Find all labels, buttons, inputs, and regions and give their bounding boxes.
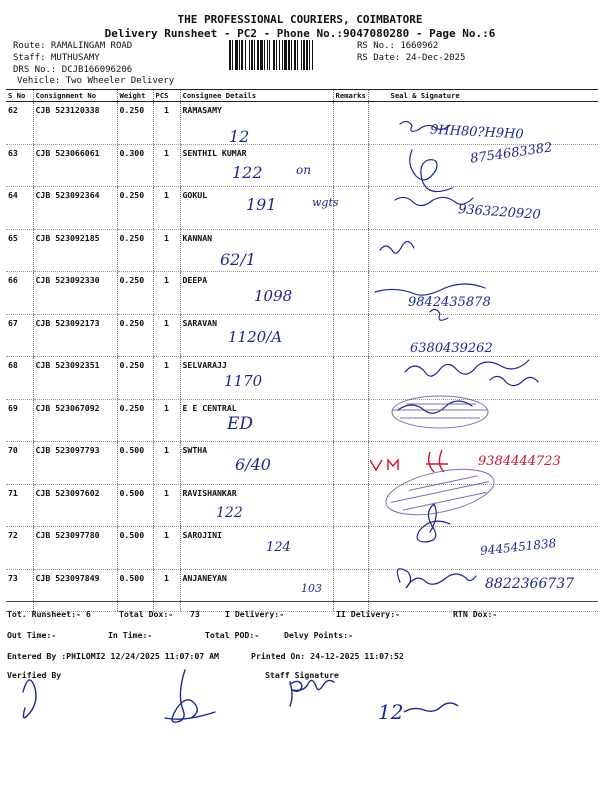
barcode-bar	[260, 40, 263, 70]
signature-scribbles	[370, 112, 595, 602]
cell-pcs: 1	[153, 569, 180, 612]
handwritten-phone: 8754683382	[469, 140, 554, 167]
cell-weight: 0.500	[117, 442, 153, 485]
printed-on: Printed On: 24-12-2025 11:07:52	[251, 651, 404, 661]
cell-pcs: 1	[153, 229, 180, 272]
handwritten-phone: 9HH80?H9H0	[429, 122, 525, 143]
cell-consignee-name: GOKUL	[180, 187, 333, 230]
handwritten-door-no: 191	[246, 195, 277, 214]
cell-sno: 69	[6, 399, 33, 442]
cell-pcs: 1	[153, 314, 180, 357]
cell-consignment-no: CJB 523097849	[33, 569, 117, 612]
cell-consignee-name: ANJANEYAN	[180, 569, 333, 612]
cell-consignment-no: CJB 523092173	[33, 314, 117, 357]
barcode-bar	[235, 40, 238, 70]
cell-remarks	[333, 442, 368, 485]
handwritten-door-no: 6/40	[235, 455, 271, 474]
cell-pcs: 1	[153, 442, 180, 485]
barcode-bar	[279, 40, 280, 70]
cell-pcs: 1	[153, 102, 180, 145]
handwritten-door-no: 1170	[224, 372, 263, 390]
barcode-bar	[303, 40, 305, 70]
cell-pcs: 1	[153, 272, 180, 315]
cell-consignment-no: CJB 523092364	[33, 187, 117, 230]
cell-sno: 67	[6, 314, 33, 357]
barcode-bar	[267, 40, 268, 70]
cell-sno: 62	[6, 102, 33, 145]
total-dox-label: Total Dox:-	[119, 609, 174, 619]
footer-separator	[6, 601, 598, 602]
cell-sno: 63	[6, 144, 33, 187]
barcode-bar	[232, 40, 233, 70]
barcode-bar	[301, 40, 302, 70]
cell-consignment-no: CJB 523097793	[33, 442, 117, 485]
cell-sno: 64	[6, 187, 33, 230]
handwritten-phone: 9445451838	[479, 536, 557, 558]
cell-pcs: 1	[153, 527, 180, 570]
cell-consignment-no: CJB 523120338	[33, 102, 117, 145]
ii-delivery: II Delivery:-	[336, 609, 401, 619]
delvy-points: Delvy Points:-	[284, 630, 354, 640]
cell-sno: 72	[6, 527, 33, 570]
col-weight: Weight	[117, 90, 153, 102]
entered-by: Entered By :PHILOMI2 12/24/2025 11:07:07 AM	[7, 651, 219, 661]
col-pcs: PCS	[153, 90, 180, 102]
cell-consignee-name: KANNAN	[180, 229, 333, 272]
col-sno: S No	[6, 90, 33, 102]
cell-remarks	[333, 357, 368, 400]
tot-runsheet: Tot. Runsheet:- 6	[7, 609, 91, 619]
barcode	[229, 40, 354, 70]
cell-pcs: 1	[153, 399, 180, 442]
handwritten-dash-mark	[402, 698, 462, 718]
cell-pcs: 1	[153, 484, 180, 527]
barcode-bar	[291, 40, 292, 70]
cell-sno: 70	[6, 442, 33, 485]
cell-weight: 0.250	[117, 272, 153, 315]
cell-pcs: 1	[153, 357, 180, 400]
cell-consignee-name: RAMASAMY	[180, 102, 333, 145]
col-seal-signature: Seal & Signature	[368, 90, 598, 102]
cell-consignment-no: CJB 523066061	[33, 144, 117, 187]
rs-date: RS Date: 24-Dec-2025	[357, 53, 466, 63]
cell-consignee-name: SELVARAJJ	[180, 357, 333, 400]
cell-remarks	[333, 569, 368, 612]
handwritten-phone: 6380439262	[410, 341, 493, 356]
handwritten-phone: 9384444723	[478, 454, 561, 469]
cell-sno: 71	[6, 484, 33, 527]
cell-remarks	[333, 399, 368, 442]
barcode-bar	[294, 40, 296, 70]
barcode-bar	[249, 40, 250, 70]
barcode-bar	[309, 40, 310, 70]
cell-sno: 65	[6, 229, 33, 272]
handwritten-door-no: 122	[232, 163, 263, 182]
cell-remarks	[333, 229, 368, 272]
cell-weight: 0.250	[117, 102, 153, 145]
cell-consignment-no: CJB 523067092	[33, 399, 117, 442]
drs-number: DRS No.: DCJB166096206	[13, 65, 133, 75]
cell-sno: 66	[6, 272, 33, 315]
company-title: THE PROFESSIONAL COURIERS, COIMBATORE	[177, 13, 423, 26]
in-time: In Time:-	[108, 630, 153, 640]
out-time: Out Time:-	[7, 630, 57, 640]
barcode-bar	[273, 40, 275, 70]
cell-weight: 0.500	[117, 484, 153, 527]
route-label: Route: RAMALINGAM ROAD	[13, 41, 133, 51]
col-remarks: Remarks	[333, 90, 368, 102]
col-consignee: Consignee Details	[180, 90, 333, 102]
table-header-row	[6, 90, 598, 102]
verified-by: Verified By	[7, 670, 62, 680]
cell-remarks	[333, 144, 368, 187]
barcode-bar	[254, 40, 255, 70]
cell-sno: 68	[6, 357, 33, 400]
barcode-bar	[245, 40, 246, 70]
handwritten-door-no: ED	[227, 414, 254, 434]
barcode-bar	[257, 40, 259, 70]
cell-pcs: 1	[153, 144, 180, 187]
cell-weight: 0.500	[117, 569, 153, 612]
cell-weight: 0.250	[117, 314, 153, 357]
barcode-bar	[297, 40, 298, 70]
i-delivery: I Delivery:-	[225, 609, 285, 619]
cell-consignment-no: CJB 523092185	[33, 229, 117, 272]
barcode-bar	[269, 40, 270, 70]
rtn-dox: RTN Dox:-	[453, 609, 498, 619]
barcode-bar	[282, 40, 283, 70]
cell-consignment-no: CJB 523097780	[33, 527, 117, 570]
cell-weight: 0.250	[117, 357, 153, 400]
handwritten-door-no: 1120/A	[228, 328, 283, 346]
handwritten-door-no: 122	[216, 505, 243, 521]
cell-consignee-name: SENTHIL KUMAR	[180, 144, 333, 187]
handwritten-door-no: 62/1	[220, 250, 256, 269]
total-dox-value: 73	[190, 609, 200, 619]
vehicle-label: Vehicle: Two Wheeler Delivery	[17, 76, 175, 86]
barcode-bar	[251, 40, 253, 70]
cell-pcs: 1	[153, 187, 180, 230]
barcode-bar	[229, 40, 231, 70]
cell-consignment-no: CJB 523092330	[33, 272, 117, 315]
handwritten-door-no: 12	[229, 127, 250, 146]
cell-sno: 73	[6, 569, 33, 612]
barcode-bar	[276, 40, 277, 70]
barcode-bar	[284, 40, 287, 70]
cell-consignee-name: SAROJINI	[180, 527, 333, 570]
cell-consignee-name: SWTHA	[180, 442, 333, 485]
handwritten-total: 12	[378, 700, 404, 724]
runsheet-subtitle: Delivery Runsheet - PC2 - Phone No.:9047080280 - Page No.:6	[104, 27, 496, 40]
handwritten-mark: wgts	[312, 196, 339, 209]
handwritten-phone: 9842435878	[408, 295, 491, 310]
cell-consignment-no: CJB 523092351	[33, 357, 117, 400]
footer-signatures	[15, 662, 345, 732]
handwritten-phone: 8822366737	[485, 576, 575, 592]
barcode-bar	[241, 40, 243, 70]
cell-weight: 0.250	[117, 229, 153, 272]
barcode-bar	[239, 40, 240, 70]
cell-remarks	[333, 484, 368, 527]
cell-weight: 0.250	[117, 187, 153, 230]
handwritten-door-no: 1098	[254, 287, 293, 305]
barcode-bar	[312, 40, 313, 70]
staff-signature-label: Staff Signature	[265, 670, 339, 680]
total-pod: Total POD:-	[205, 630, 260, 640]
col-consignment: Consignment No	[33, 90, 117, 102]
cell-consignment-no: CJB 523097602	[33, 484, 117, 527]
cell-consignee-name: DEEPA	[180, 272, 333, 315]
cell-remarks	[333, 102, 368, 145]
cell-weight: 0.250	[117, 399, 153, 442]
handwritten-door-no: 103	[301, 582, 322, 595]
barcode-bar	[306, 40, 308, 70]
cell-remarks	[333, 272, 368, 315]
handwritten-mark: on	[296, 163, 311, 177]
cell-remarks	[333, 314, 368, 357]
handwritten-phone: 9363220920	[457, 202, 542, 223]
barcode-bar	[288, 40, 290, 70]
rs-number: RS No.: 1660962	[357, 41, 439, 51]
cell-weight: 0.500	[117, 527, 153, 570]
barcode-bar	[264, 40, 265, 70]
cell-consignee-name: RAVISHANKAR	[180, 484, 333, 527]
cell-consignee-name: E E CENTRAL	[180, 399, 333, 442]
cell-weight: 0.300	[117, 144, 153, 187]
staff-label: Staff: MUTHUSAMY	[13, 53, 100, 63]
cell-remarks	[333, 527, 368, 570]
handwritten-door-no: 124	[266, 540, 291, 555]
cell-consignee-name: SARAVAN	[180, 314, 333, 357]
